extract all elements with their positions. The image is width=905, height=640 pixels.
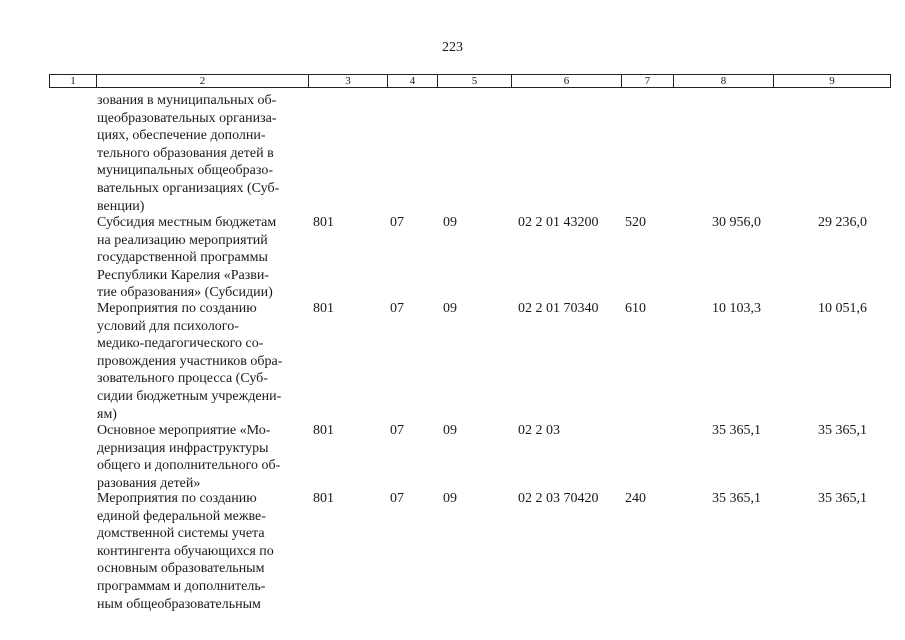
description-line: зования в муниципальных об- <box>97 93 277 108</box>
description-line: циях, обеспечение дополни- <box>97 128 266 144</box>
section-code: 07 <box>390 301 404 316</box>
ministry-code: 801 <box>313 215 334 230</box>
expense-type-code: 520 <box>625 215 646 230</box>
header-col-9: 9 <box>773 75 890 87</box>
description-line: программам и дополнитель- <box>97 578 266 594</box>
row-description <box>97 490 307 613</box>
header-col-8: 8 <box>673 75 773 87</box>
description-line: на реализацию мероприятий <box>97 232 268 248</box>
description-line: муниципальных общеобразо- <box>97 163 273 179</box>
target-article-code: 02 2 01 43200 <box>518 215 599 230</box>
row-description <box>97 92 307 215</box>
row-description <box>97 214 307 302</box>
amount-year-2: 10 051,6 <box>818 301 867 316</box>
description-line: Субсидия местным бюджетам <box>97 215 277 230</box>
amount-year-1: 10 103,3 <box>712 301 761 316</box>
amount-year-1: 35 365,1 <box>712 423 761 438</box>
row-description <box>97 300 307 423</box>
expense-type-code: 240 <box>625 491 646 506</box>
description-line: ям) <box>97 406 117 422</box>
ministry-code: 801 <box>313 301 334 316</box>
description-line: разования детей» <box>97 475 201 491</box>
subsection-code: 09 <box>443 491 457 506</box>
description-line: единой федеральной межве- <box>97 508 266 524</box>
header-col-1: 1 <box>70 75 76 87</box>
target-article-code: 02 2 03 <box>518 423 560 438</box>
target-article-code: 02 2 01 70340 <box>518 301 599 316</box>
amount-year-2: 35 365,1 <box>818 423 867 438</box>
target-article-code: 02 2 03 70420 <box>518 491 599 506</box>
description-line: щеобразовательных организа- <box>97 110 277 126</box>
section-code: 07 <box>390 423 404 438</box>
subsection-code: 09 <box>443 423 457 438</box>
description-line: вательных организациях (Суб- <box>97 180 280 196</box>
header-col-5: 5 <box>437 75 511 87</box>
description-line: ным общеобразовательным <box>97 596 261 612</box>
description-line: условий для психолого- <box>97 318 239 334</box>
description-line: зовательного процесса (Суб- <box>97 371 268 387</box>
row-description <box>97 422 307 492</box>
description-line: Мероприятия по созданию <box>97 301 257 316</box>
header-col-7: 7 <box>621 75 673 87</box>
description-line: домственной системы учета <box>97 526 265 542</box>
expense-type-code: 610 <box>625 301 646 316</box>
description-line: контингента обучающихся по <box>97 543 274 559</box>
header-col-4: 4 <box>387 75 437 87</box>
table-header-row <box>49 74 891 88</box>
description-line: государственной программы <box>97 250 268 266</box>
page-number: 223 <box>442 40 463 55</box>
description-line: провождения участников обра- <box>97 353 283 369</box>
section-code: 07 <box>390 215 404 230</box>
subsection-code: 09 <box>443 301 457 316</box>
ministry-code: 801 <box>313 491 334 506</box>
description-line: основным образовательным <box>97 561 265 577</box>
description-line: медико-педагогического со- <box>97 336 264 352</box>
description-line: Республики Карелия «Разви- <box>97 267 270 283</box>
amount-year-1: 30 956,0 <box>712 215 761 230</box>
description-line: сидии бюджетным учреждени- <box>97 388 282 404</box>
description-line: Основное мероприятие «Мо- <box>97 423 271 438</box>
amount-year-2: 35 365,1 <box>818 491 867 506</box>
description-line: тие образования» (Субсидии) <box>97 285 273 301</box>
subsection-code: 09 <box>443 215 457 230</box>
amount-year-1: 35 365,1 <box>712 491 761 506</box>
description-line: венции) <box>97 198 145 214</box>
ministry-code: 801 <box>313 423 334 438</box>
header-col-2: 2 <box>96 75 308 87</box>
section-code: 07 <box>390 491 404 506</box>
amount-year-2: 29 236,0 <box>818 215 867 230</box>
description-line: дернизация инфраструктуры <box>97 440 269 456</box>
header-col-3: 3 <box>308 75 387 87</box>
description-line: Мероприятия по созданию <box>97 491 257 506</box>
description-line: общего и дополнительного об- <box>97 458 281 474</box>
description-line: тельного образования детей в <box>97 145 274 161</box>
header-col-6: 6 <box>511 75 621 87</box>
